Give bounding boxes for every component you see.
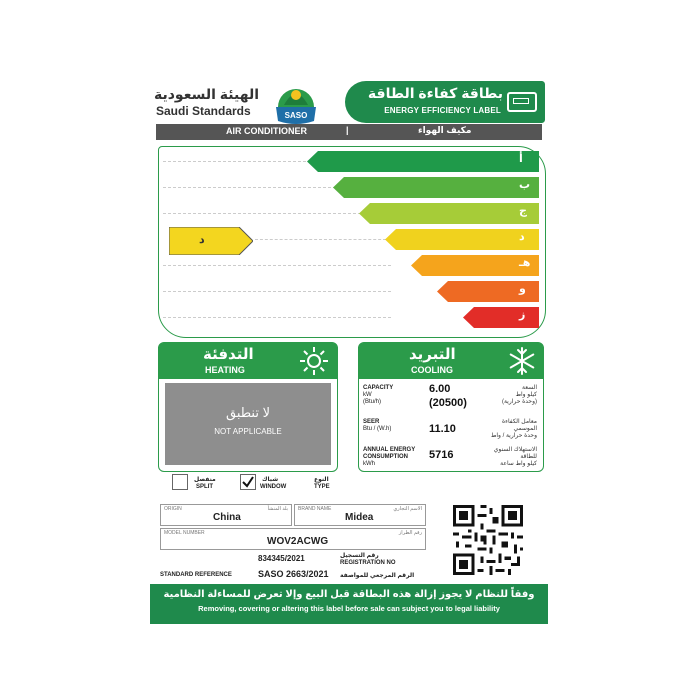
heating-header bbox=[159, 343, 337, 379]
seer-value: 11.10 bbox=[429, 423, 456, 435]
standard-label-arabic: الرقم المرجعي للمواصفة bbox=[340, 573, 415, 579]
capacity-btu-value: (20500) bbox=[429, 397, 467, 409]
cooling-title-arabic: التبريد bbox=[409, 346, 456, 363]
product-separator: | bbox=[346, 125, 349, 135]
grade-bar-b bbox=[333, 177, 539, 198]
org-name-english: Saudi Standards bbox=[156, 104, 251, 118]
grade-bar-g bbox=[463, 307, 539, 328]
grade-bar-d bbox=[385, 229, 539, 250]
row-divider bbox=[255, 239, 391, 240]
efficiency-scale bbox=[158, 146, 546, 338]
model-label-arabic: رقم الطراز bbox=[398, 530, 422, 536]
row-divider bbox=[163, 265, 391, 266]
product-name-arabic: مكيف الهواء bbox=[418, 125, 472, 135]
registration-label-arabic: رقم التسجيل bbox=[340, 553, 379, 559]
window-checkbox bbox=[240, 474, 256, 490]
registration-label: REGISTRATION NO bbox=[340, 560, 396, 566]
row-divider bbox=[163, 291, 391, 292]
grade-bar-a bbox=[307, 151, 539, 172]
grade-label-c: ج bbox=[519, 205, 527, 217]
energy-label-title-english: ENERGY EFFICIENCY LABEL bbox=[384, 106, 501, 115]
split-checkbox bbox=[172, 474, 188, 490]
legal-warning-footer bbox=[150, 584, 548, 624]
origin-label: ORIGIN bbox=[164, 506, 182, 512]
aec-value: 5716 bbox=[429, 449, 454, 461]
brand-box bbox=[294, 504, 426, 526]
aec-label: ANNUAL ENERGY CONSUMPTION kWh bbox=[363, 447, 416, 467]
grade-label-b: ب bbox=[519, 179, 531, 191]
grade-bar-c bbox=[359, 203, 539, 224]
seer-label: SEER Btu / (W.h) bbox=[363, 419, 392, 432]
energy-label-header bbox=[345, 81, 545, 123]
aec-label-arabic: الاستهلاك السنوي للطاقة كيلو واط ساعة bbox=[493, 447, 537, 467]
energy-label-title-arabic: بطاقة كفاءة الطاقة bbox=[367, 85, 503, 101]
grade-label-e: هـ bbox=[519, 257, 531, 269]
grade-label-d: د bbox=[519, 231, 525, 243]
cooling-panel bbox=[358, 342, 544, 472]
seer-label-arabic: معامل الكفاءة الموسمي وحدة حرارية / واط bbox=[490, 419, 537, 439]
capacity-kw-value: 6.00 bbox=[429, 383, 451, 395]
type-label-arabic: النوع bbox=[314, 477, 329, 483]
heating-panel bbox=[158, 342, 338, 472]
heating-title-arabic: التدفئة bbox=[203, 346, 254, 363]
org-name-arabic: الهيئة السعودية bbox=[154, 86, 260, 102]
saso-logo-icon bbox=[274, 77, 318, 125]
energy-label bbox=[150, 72, 548, 624]
brand-label: BRAND NAME bbox=[298, 506, 332, 512]
rating-indicator bbox=[169, 227, 253, 255]
model-value: WOV2ACWG bbox=[267, 536, 329, 547]
registration-value: 834345/2021 bbox=[258, 554, 305, 563]
product-bar bbox=[156, 124, 542, 140]
split-label-arabic: منفصل bbox=[194, 477, 216, 483]
not-applicable-arabic: لا تنطبق bbox=[226, 405, 270, 420]
checkmark-icon bbox=[241, 475, 255, 489]
grade-label-g: ز bbox=[519, 309, 526, 321]
cooling-header bbox=[359, 343, 543, 379]
not-applicable-english: NOT APPLICABLE bbox=[214, 427, 282, 436]
model-label: MODEL NUMBER bbox=[164, 530, 205, 536]
grade-label-f: و bbox=[519, 283, 526, 295]
warning-english: Removing, covering or altering this label before sale can subject you to legal liability bbox=[198, 604, 500, 613]
qr-code-icon bbox=[450, 502, 526, 578]
standard-label: STANDARD REFERENCE bbox=[160, 572, 232, 578]
grade-label-a: أ bbox=[519, 153, 523, 165]
warning-arabic: وفقاً للنظام لا يجوز إزالة هذه البطاقة قبل البيع وإلا تعرض للمساءلة النظامية bbox=[163, 589, 535, 600]
rating-indicator-label: د bbox=[199, 234, 205, 246]
logo-text: SASO bbox=[284, 111, 308, 120]
capacity-label-arabic: السعة كيلو واط (وحدة حرارية) bbox=[501, 385, 537, 405]
heating-title-english: HEATING bbox=[205, 365, 245, 375]
cooling-title-english: COOLING bbox=[411, 365, 453, 375]
brand-label-arabic: الاسم التجاري bbox=[393, 506, 422, 512]
snowflake-icon bbox=[507, 346, 537, 376]
brand-value: Midea bbox=[345, 512, 374, 523]
type-label: TYPE bbox=[314, 484, 330, 490]
row-divider bbox=[163, 317, 391, 318]
window-label-arabic: شباك bbox=[262, 477, 279, 483]
air-conditioner-icon bbox=[507, 92, 537, 112]
standard-value: SASO 2663/2021 bbox=[258, 569, 329, 579]
row-divider bbox=[163, 213, 391, 214]
origin-label-arabic: بلد المنشأ bbox=[267, 506, 288, 512]
product-name-english: AIR CONDITIONER bbox=[226, 126, 307, 136]
model-box bbox=[160, 528, 426, 550]
origin-box bbox=[160, 504, 292, 526]
origin-value: China bbox=[213, 512, 241, 523]
heating-not-applicable bbox=[165, 383, 331, 465]
window-label: WINDOW bbox=[260, 484, 287, 490]
split-label: SPLIT bbox=[196, 484, 214, 490]
sun-icon bbox=[299, 346, 329, 376]
capacity-label: CAPACITY kW (Btu/h) bbox=[363, 385, 394, 405]
